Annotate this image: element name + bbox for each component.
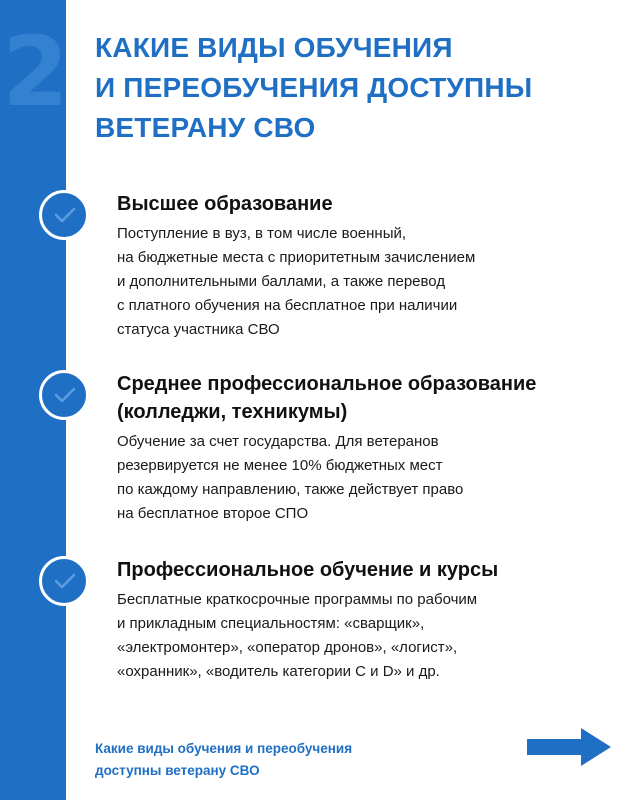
- section-heading: [117, 190, 617, 218]
- footer-caption: [95, 738, 495, 782]
- arrow-right-icon[interactable]: [525, 726, 613, 773]
- section-body: [117, 588, 617, 684]
- section-vocational-courses: [117, 556, 617, 684]
- footer-line: Какие виды обучения и переобучения: [95, 741, 353, 756]
- page-title: [95, 28, 625, 148]
- title-line: КАКИЕ ВИДЫ ОБУЧЕНИЯ: [95, 32, 453, 63]
- title-line: И ПЕРЕОБУЧЕНИЯ ДОСТУПНЫ: [95, 72, 533, 103]
- check-icon: [39, 190, 89, 240]
- section-body: [117, 430, 617, 526]
- section-body: [117, 222, 617, 342]
- body-line: и дополнительными баллами, а также перевод: [117, 273, 446, 290]
- heading-line: Профессиональное обучение и курсы: [117, 559, 499, 581]
- heading-line: Среднее профессиональное образование: [117, 373, 537, 395]
- body-line: на бюджетные места с приоритетным зачислением: [117, 249, 476, 266]
- section-heading: [117, 370, 617, 426]
- heading-line: Высшее образование: [117, 193, 333, 215]
- body-line: «охранник», «водитель категории C и D» и др.: [117, 663, 440, 680]
- title-line: ВЕТЕРАНУ СВО: [95, 112, 316, 143]
- body-line: Обучение за счет государства. Для ветеранов: [117, 433, 439, 450]
- section-secondary-vocational: [117, 370, 617, 526]
- slide-number: 2: [2, 16, 69, 128]
- heading-line: (колледжи, техникумы): [117, 401, 348, 423]
- body-line: с платного обучения на бесплатное при наличии: [117, 297, 458, 314]
- body-line: резервируется не менее 10% бюджетных мест: [117, 457, 443, 474]
- body-line: на бесплатное второе СПО: [117, 505, 309, 522]
- section-higher-education: [117, 190, 617, 342]
- footer-line: доступны ветерану СВО: [95, 763, 260, 778]
- body-line: и прикладным специальностям: «сварщик»,: [117, 615, 425, 632]
- section-heading: [117, 556, 617, 584]
- body-line: статуса участника СВО: [117, 321, 280, 338]
- body-line: Поступление в вуз, в том числе военный,: [117, 225, 407, 242]
- body-line: по каждому направлению, также действует право: [117, 481, 464, 498]
- body-line: Бесплатные краткосрочные программы по рабочим: [117, 591, 478, 608]
- check-icon: [39, 556, 89, 606]
- check-icon: [39, 370, 89, 420]
- body-line: «электромонтер», «оператор дронов», «логист»,: [117, 639, 458, 656]
